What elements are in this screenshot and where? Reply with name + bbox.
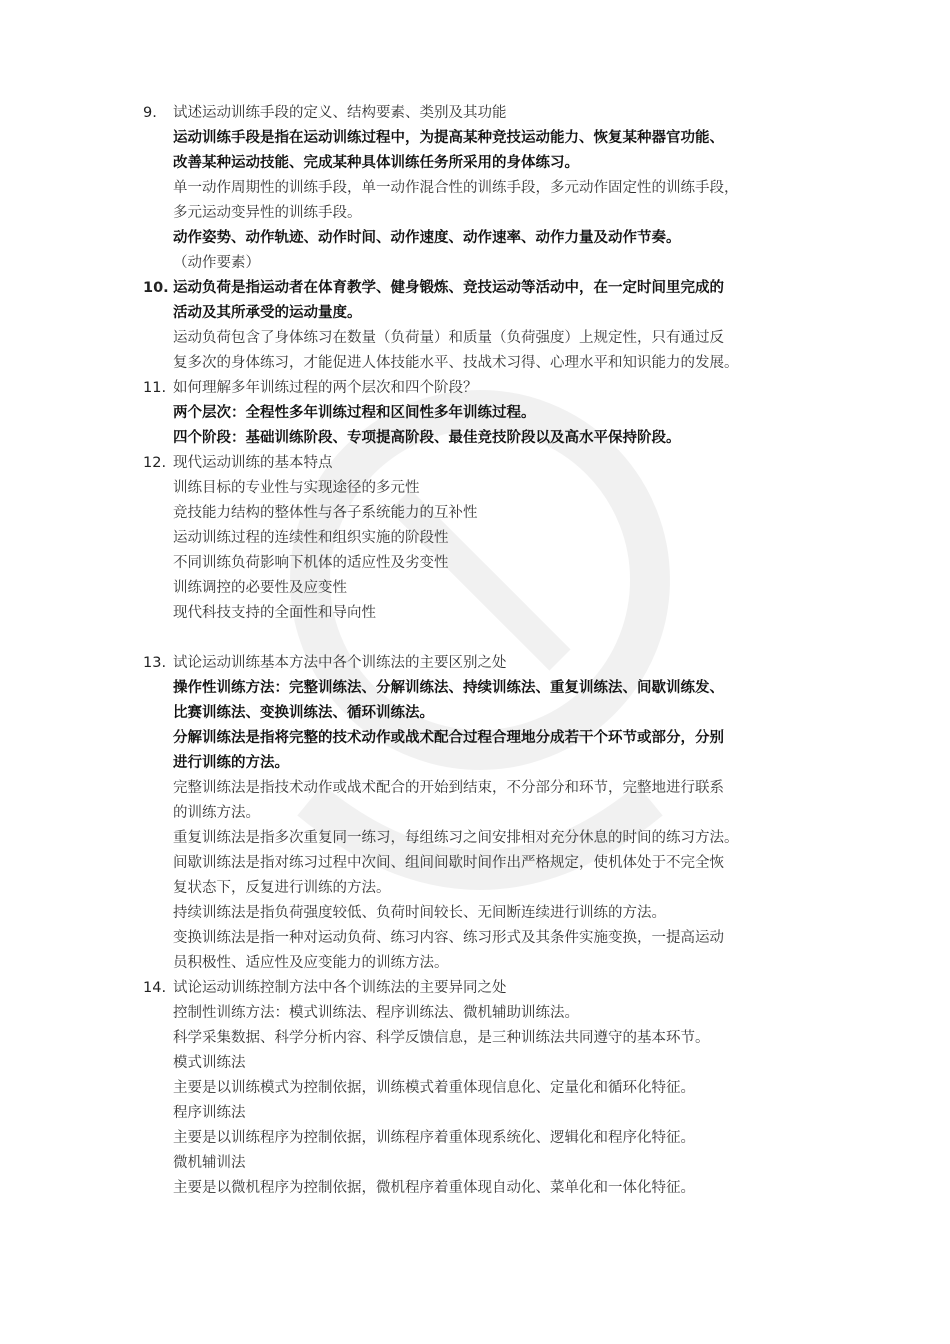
answer-line: 主要是以微机程序为控制依据，微机程序着重体现自动化、菜单化和一体化特征。 <box>173 1180 695 1196</box>
question-item <box>143 276 823 376</box>
question-title: 现代运动训练的基本特点 <box>173 455 333 471</box>
answer-key-line: 运动训练手段是指在运动训练过程中，为提高某种竞技运动能力、恢复某种器官功能、 <box>173 130 724 146</box>
answer-line: 主要是以训练模式为控制依据，训练模式着重体现信息化、定量化和循环化特征。 <box>173 1080 695 1096</box>
answer-key-line: 操作性训练方法：完整训练法、分解训练法、持续训练法、重复训练法、间歇训练发、 <box>173 680 724 696</box>
question-number: 11. <box>143 380 167 396</box>
question-number: 13. <box>143 655 167 671</box>
answer-line: 运动训练过程的连续性和组织实施的阶段性 <box>173 530 449 546</box>
question-list <box>143 101 823 1201</box>
question-number: 9. <box>143 105 157 121</box>
answer-line: （动作要素） <box>173 255 260 271</box>
answer-line: 持续训练法是指负荷强度较低、负荷时间较长、无间断连续进行训练的方法。 <box>173 905 666 921</box>
answer-line: 完整训练法是指技术动作或战术配合的开始到结束，不分部分和环节，完整地进行联系 <box>173 780 724 796</box>
blank-line <box>143 626 823 651</box>
answer-line: 重复训练法是指多次重复同一练习，每组练习之间安排相对充分休息的时间的练习方法。 <box>173 830 739 846</box>
answer-key-line: 活动及其所承受的运动量度。 <box>173 305 362 321</box>
answer-line: 程序训练法 <box>173 1105 246 1121</box>
answer-line: 的训练方法。 <box>173 805 260 821</box>
answer-key-line: 分解训练法是指将完整的技术动作或战术配合过程合理地分成若干个环节或部分，分别 <box>173 730 724 746</box>
question-item <box>143 101 823 276</box>
answer-line: 现代科技支持的全面性和导向性 <box>173 605 376 621</box>
question-title: 如何理解多年训练过程的两个层次和四个阶段？ <box>173 380 478 396</box>
question-item <box>143 651 823 976</box>
answer-line: 复状态下，反复进行训练的方法。 <box>173 880 391 896</box>
answer-line: 控制性训练方法：模式训练法、程序训练法、微机辅助训练法。 <box>173 1005 579 1021</box>
answer-line: 主要是以训练程序为控制依据，训练程序着重体现系统化、逻辑化和程序化特征。 <box>173 1130 695 1146</box>
answer-line: 不同训练负荷影响下机体的适应性及劣变性 <box>173 555 449 571</box>
answer-line: 科学采集数据、科学分析内容、科学反馈信息，是三种训练法共同遵守的基本环节。 <box>173 1030 710 1046</box>
question-number: 12. <box>143 455 167 471</box>
answer-key-line: 进行训练的方法。 <box>173 755 289 771</box>
answer-key-line: 改善某种运动技能、完成某种具体训练任务所采用的身体练习。 <box>173 155 579 171</box>
answer-line: 竞技能力结构的整体性与各子系统能力的互补性 <box>173 505 478 521</box>
answer-key-line: 动作姿势、动作轨迹、动作时间、动作速度、动作速率、动作力量及动作节奏。 <box>173 230 681 246</box>
answer-line: 多元运动变异性的训练手段。 <box>173 205 362 221</box>
question-title: 试述运动训练手段的定义、结构要素、类别及其功能 <box>173 105 507 121</box>
answer-line: 间歇训练法是指对练习过程中次间、组间间歇时间作出严格规定，使机体处于不完全恢 <box>173 855 724 871</box>
answer-line: 员积极性、适应性及应变能力的训练方法。 <box>173 955 449 971</box>
answer-key-line: 比赛训练法、变换训练法、循环训练法。 <box>173 705 434 721</box>
answer-key-line: 运动负荷是指运动者在体育教学、健身锻炼、竞技运动等活动中，在一定时间里完成的 <box>173 280 724 296</box>
answer-line: 单一动作周期性的训练手段，单一动作混合性的训练手段，多元动作固定性的训练手段， <box>173 180 739 196</box>
answer-line: 运动负荷包含了身体练习在数量（负荷量）和质量（负荷强度）上规定性，只有通过反 <box>173 330 724 346</box>
question-item <box>143 976 823 1201</box>
answer-line: 复多次的身体练习，才能促进人体技能水平、技战术习得、心理水平和知识能力的发展。 <box>173 355 739 371</box>
question-item <box>143 376 823 451</box>
question-title: 试论运动训练基本方法中各个训练法的主要区别之处 <box>173 655 507 671</box>
question-number: 14. <box>143 980 167 996</box>
question-item <box>143 451 823 626</box>
answer-line: 微机辅训法 <box>173 1155 246 1171</box>
answer-key-line: 两个层次：全程性多年训练过程和区间性多年训练过程。 <box>173 405 536 421</box>
answer-key-line: 四个阶段：基础训练阶段、专项提高阶段、最佳竞技阶段以及高水平保持阶段。 <box>173 430 681 446</box>
answer-line: 训练调控的必要性及应变性 <box>173 580 347 596</box>
answer-line: 训练目标的专业性与实现途径的多元性 <box>173 480 420 496</box>
answer-line: 变换训练法是指一种对运动负荷、练习内容、练习形式及其条件实施变换，一提高运动 <box>173 930 724 946</box>
question-title: 试论运动训练控制方法中各个训练法的主要异同之处 <box>173 980 507 996</box>
question-number: 10. <box>143 280 169 296</box>
answer-line: 模式训练法 <box>173 1055 246 1071</box>
